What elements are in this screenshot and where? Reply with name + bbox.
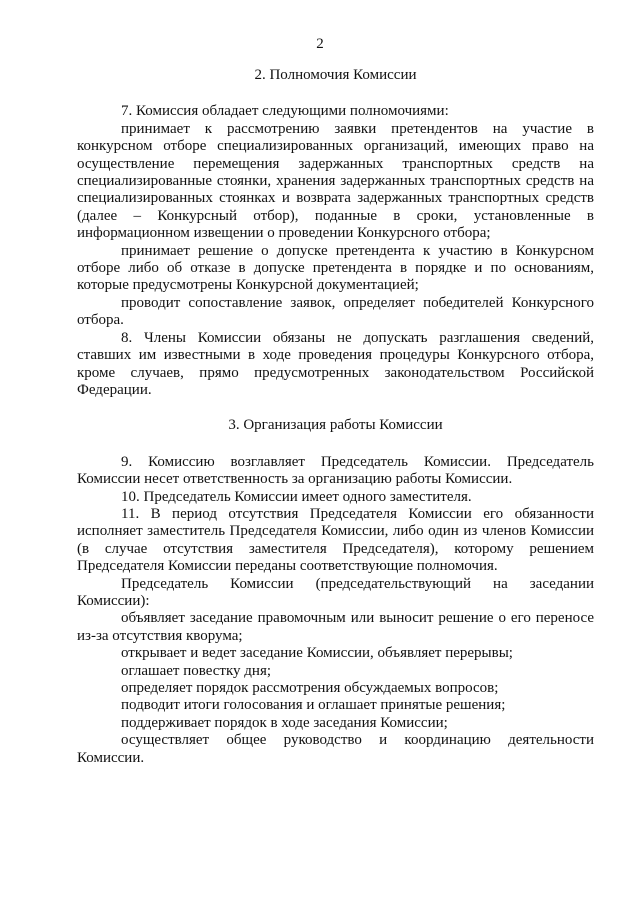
section-2-heading: 2. Полномочия Комиссии (254, 67, 417, 83)
paragraph: подводит итоги голосования и оглашает принятые решения; (121, 697, 506, 714)
paragraph: поддерживает порядок в ходе заседания Комиссии; (121, 714, 448, 731)
paragraph: 8. Члены Комиссии обязаны не допускать разглашения сведений, ставших им известными в ходе проведения процедуры Конкурсного отбора, кроме случаев, прямо предусмотренных законодательством Российской Федерации. (77, 329, 594, 398)
paragraph: 9. Комиссию возглавляет Председатель Комиссии. Председатель Комиссии несет ответственность за организацию работы Комиссии. (77, 453, 594, 488)
section-3-heading: 3. Организация работы Комиссии (228, 417, 443, 434)
paragraph: принимает решение о допуске претендента к участию в Конкурсном отборе либо об отказе в допуске претендента в порядке и по основаниям, которые предусмотрены Конкурсной документацией; (77, 242, 594, 294)
paragraph: 7. Комиссия обладает следующими полномочиями: (121, 103, 449, 120)
document-body (77, 64, 594, 767)
page-number: 2 (316, 36, 324, 52)
paragraph: принимает к рассмотрению заявки претендентов на участие в конкурсном отборе специализированных организаций, имеющих право на осуществление перемещения задержанных транспортных средств на специализированные стоянки, хранения задержанных транспортных средств на специализированных стоянках и возврата задержанных транспортных средств (далее – Конкурсный отбор), поданные в сроки, установленные в информационном извещении о проведении Конкурсного отбора; (77, 120, 594, 242)
paragraph: объявляет заседание правомочным или выносит решение о его переносе из-за отсутствия кворума; (77, 610, 594, 644)
paragraph: определяет порядок рассмотрения обсуждаемых вопросов; (121, 680, 499, 696)
paragraph: 10. Председатель Комиссии имеет одного заместителя. (121, 488, 472, 505)
paragraph: Председатель Комиссии (председательствующий на заседании Комиссии): (77, 575, 594, 609)
paragraph: 11. В период отсутствия Председателя Комиссии его обязанности исполняет заместитель Председателя Комиссии, либо один из членов Комиссии (в случае отсутствия заместителя Председателя), которому решением Председателя Комиссии переданы соответствующие полномочия. (77, 505, 594, 575)
paragraph: оглашает повестку дня; (121, 662, 272, 679)
paragraph: открывает и ведет заседание Комиссии, объявляет перерывы; (121, 645, 513, 662)
paragraph: осуществляет общее руководство и координацию деятельности Комиссии. (77, 732, 594, 766)
paragraph: проводит сопоставление заявок, определяет победителей Конкурсного отбора. (77, 294, 594, 329)
